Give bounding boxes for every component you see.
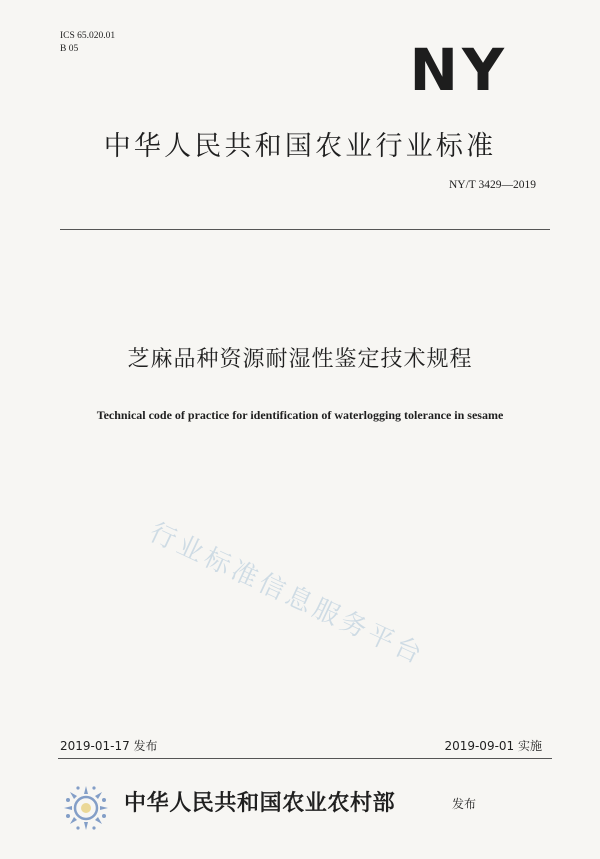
standard-category-title: 中华人民共和国农业行业标准 — [103, 131, 497, 162]
ccs-code: B 05 — [60, 44, 79, 54]
ministry-emblem-icon — [58, 780, 114, 836]
footer-divider — [58, 758, 552, 759]
document-title-english: Technical code of practice for identification of waterlogging tolerance in sesame — [96, 408, 504, 422]
issuing-authority-suffix: 发布 — [452, 797, 477, 811]
watermark: 行业标准信息服务平台 — [144, 517, 430, 672]
classification-codes — [60, 30, 115, 56]
standard-logo: NY — [409, 36, 508, 104]
implementation-date: 2019-09-01 实施 — [444, 739, 542, 753]
issue-date: 2019-01-17 发布 — [60, 739, 158, 753]
document-title-chinese: 芝麻品种资源耐湿性鉴定技术规程 — [127, 347, 473, 372]
standard-number: NY/T 3429—2019 — [449, 179, 536, 191]
issuing-authority: 中华人民共和国农业农村部 — [124, 791, 396, 816]
header-divider — [60, 229, 550, 230]
ics-code: ICS 65.020.01 — [60, 31, 116, 41]
